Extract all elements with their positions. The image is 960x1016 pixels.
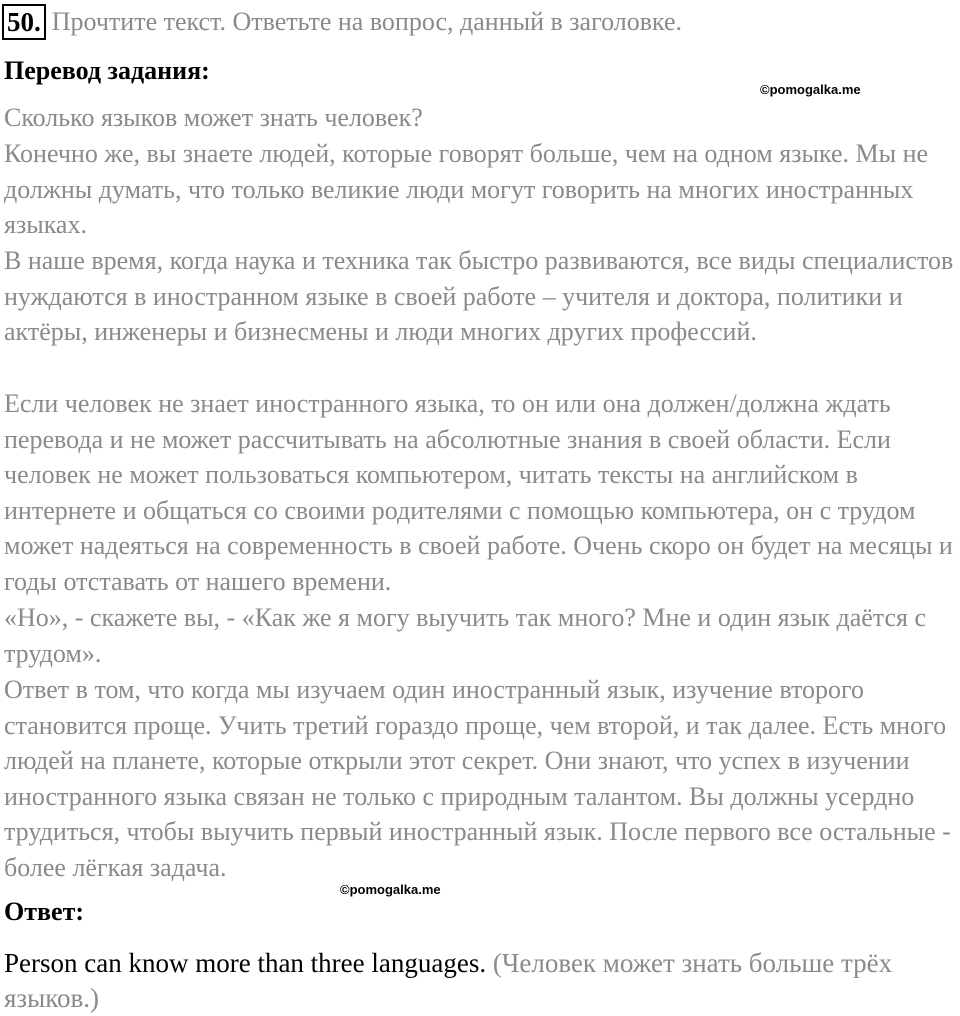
task-number: 50.: [2, 4, 46, 40]
paragraph-3: В наше время, когда наука и техника так быстро развиваются, все виды специалистов нуждаются в иностранном языке в своей работе – учителя и доктора, политики и актёры, инженеры и бизнесмены и люди многих других профессий.: [4, 246, 954, 347]
task-header: [2, 2, 682, 42]
paragraph-2: Конечно же, вы знаете людей, которые говорят больше, чем на одном языке. Мы не должны думать, что только великие люди могут говорить на многих иностранных языках.: [4, 139, 929, 240]
answer-english: Person can know more than three languages.: [4, 948, 487, 978]
paragraph-4: Если человек не знает иностранного языка, то он или она должен/должна ждать перевода и не может рассчитывать на абсолютные знания в своей области. Если человек не может пользоваться компьютером, читать тексты на английском в интернете и общаться со своими родителями с помощью компьютера, он с трудом может надеяться на современность в своей работе. Очень скоро он будет на месяцы и годы отставать от нашего времени.: [4, 389, 953, 596]
answer-text: [4, 946, 956, 1016]
task-instruction: Прочтите текст. Ответьте на вопрос, данный в заголовке.: [51, 7, 683, 36]
watermark-bottom: ©pomogalka.me: [340, 882, 441, 897]
answer-heading: Ответ:: [4, 897, 85, 926]
paragraph-5: «Но», - скажете вы, - «Как же я могу выучить так много? Мне и один язык даётся с трудом».: [4, 603, 927, 668]
answer-russian: (Человек может знать больше трёх языков.): [4, 948, 893, 1013]
translation-heading: Перевод задания:: [4, 56, 210, 85]
paragraph-6: Ответ в том, что когда мы изучаем один иностранный язык, изучение второго становится проще. Учить третий гораздо проще, чем второй, и так далее. Есть много людей на планете, которые открыли этот секрет. Они знают, что успех в изучении иностранного языка связан не только с природным талантом. Вы должны усердно трудиться, чтобы выучить первый иностранный язык. После первого все остальные - более лёгкая задача.: [4, 675, 951, 882]
watermark-top: ©pomogalka.me: [760, 82, 861, 97]
paragraph-title: Сколько языков может знать человек?: [4, 103, 423, 132]
